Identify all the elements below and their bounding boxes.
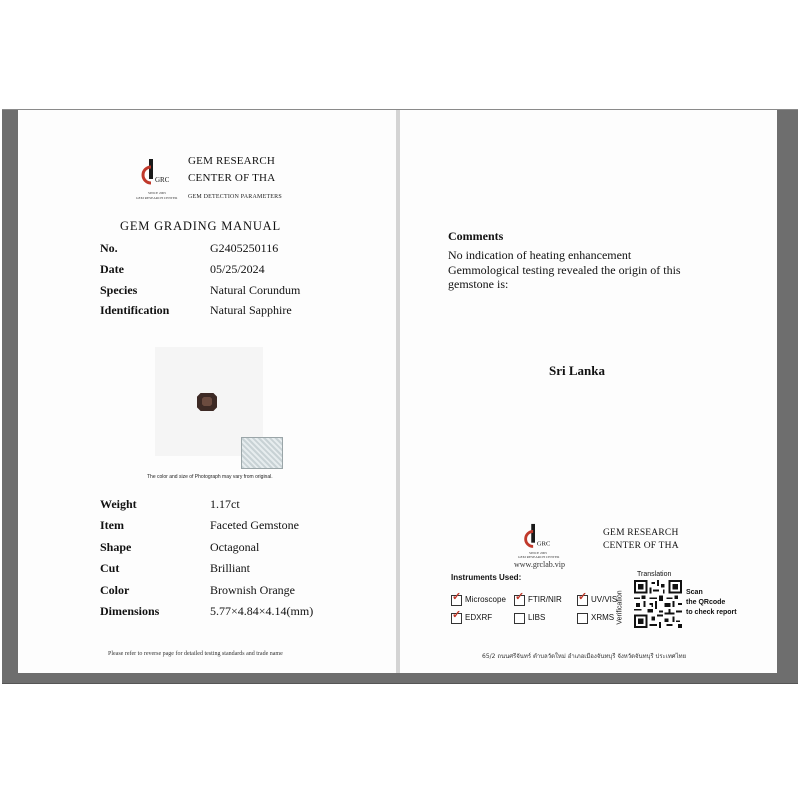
gemstone-highlight [202,397,212,406]
comments-title: Comments [448,229,504,243]
field-value: Brownish Orange [210,583,295,597]
lab-name-line1: GEM RESEARCH [603,528,679,538]
instrument-label: XRMS [591,613,615,622]
photo-note: The color and size of Photograph may vary from original. [147,474,273,480]
scan-line: Scan [686,589,703,596]
tagline: GEM DETECTION PARAMETERS [188,194,282,200]
field-value: G2405250116 [210,241,279,255]
field-value: Natural Sapphire [210,303,292,317]
instrument-label: Microscope [465,595,506,604]
field-value: Octagonal [210,540,260,554]
field-value: Faceted Gemstone [210,518,299,532]
check-mark-icon: ✓ [452,591,462,603]
field-label: Weight [100,497,137,511]
comment-line: gemstone is: [448,277,509,291]
field-label: Shape [100,540,132,554]
grc-logo-icon [520,523,550,553]
check-mark-icon: ✓ [578,591,588,603]
hologram-sticker [241,437,283,469]
field-label: Identification [100,303,170,317]
field-value: 5.77×4.84×4.14(mm) [210,604,314,618]
website-link[interactable]: www.grclab.vip [514,560,566,569]
field-label: Color [100,583,130,597]
logo-since: SINCE 2005 [529,551,547,555]
scan-line: the QRcode [686,599,726,606]
field-label: Dimensions [100,604,160,618]
instrument-label: FTIR/NIR [528,595,562,604]
qr-code-icon[interactable] [634,580,682,628]
comments-text [448,248,728,292]
verification-text: Verification [616,590,624,625]
logo-center: GEM RESEARCH CENTER [136,196,178,200]
field-value: 1.17ct [210,497,240,511]
grc-logo-right [520,523,550,553]
instrument-label: LIBS [528,613,546,622]
verification-label [617,588,629,628]
scan-instruction [686,588,737,618]
field-value: Brilliant [210,561,250,575]
field-label: Date [100,262,124,276]
manual-title: GEM GRADING MANUAL [120,219,281,233]
lab-name-line1: GEM RESEARCH [188,155,276,167]
grc-logo-icon [137,158,169,190]
checkbox [514,613,525,624]
field-label: Species [100,283,138,297]
lab-name-line2: CENTER OF THA [603,541,679,551]
checkbox [577,613,588,624]
reverse-page-note: Please refer to reverse page for detailed testing standards and trade name [108,651,283,657]
grc-logo [137,158,169,190]
logo-mark: GRC [155,176,169,184]
field-label: Item [100,518,124,532]
translation-label: Translation [637,571,672,578]
logo-center: GEM RESEARCH CENTER [518,555,560,559]
field-label: No. [100,241,118,255]
logo-mark: GRC [536,540,550,548]
logo-since: SINCE 2005 [148,191,166,195]
lab-name-line2: CENTER OF THA [188,172,276,184]
comment-line: Gemmological testing revealed the origin of this [448,262,681,277]
instrument-label: UV/VIS [591,595,618,604]
instrument-label: EDXRF [465,613,493,622]
field-value: Natural Corundum [210,283,301,297]
comment-line: No indication of heating enhancement [448,248,632,262]
field-label: Cut [100,561,120,575]
lab-address: 65/2 ถนนศรีจันทร์ ตำบลวัดใหม่ อำเภอเมืองจันทบุรี จังหวัดจันทบุรี ประเทศไทย [482,653,687,660]
field-value: 05/25/2024 [210,262,265,276]
origin-country: Sri Lanka [549,363,605,378]
scan-line: to check report [686,609,737,616]
instruments-title: Instruments Used: [451,573,522,582]
check-mark-icon: ✓ [515,591,525,603]
check-mark-icon: ✓ [452,609,462,621]
